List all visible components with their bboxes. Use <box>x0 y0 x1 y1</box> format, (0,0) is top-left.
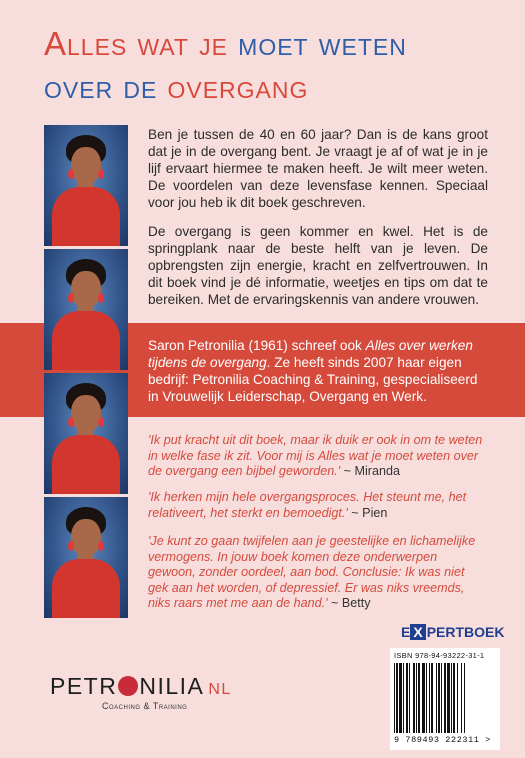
testimonial-quote: 'Ik herken mijn hele overgangsproces. Het steunt me, het relativeert, het sterkt en bemoedigt.' ~ Pien <box>148 490 467 520</box>
testimonial-quote: 'Ik put kracht uit dit boek, maar ik duik er ook in om te weten in welke fase ik zit. Voor mij is Alles wat je moet weten over de overgang een bijbel geworden.' ~ Miranda <box>148 433 483 479</box>
title-part-2: moet weten <box>238 25 407 62</box>
author-photo <box>44 125 128 246</box>
author-photos <box>44 125 128 621</box>
flower-icon <box>118 676 138 696</box>
author-bio: Saron Petronilia (1961) schreef ook Alles over werken tijdens de overgang. Ze heeft sinds 2007 haar eigen bedrijf: Petronilia Coaching & Training, gespecialiseerd in Vrouwelijk Leiderschap, Overgang en Werk. <box>148 338 478 404</box>
testimonial-quote: 'Je kunt zo gaan twijfelen aan je geestelijke en lichamelijke vermogens. In jouw boek komen deze onderwerpen gewoon, zonder oordeel, aan bod. Conclusie: Ik was niet gek aan het worden, of depressief. Er was niks vreemds, niks raars met me aan de hand.' ~ Betty <box>148 534 476 611</box>
barcode-icon <box>394 663 496 733</box>
isbn-barcode <box>390 648 500 750</box>
title-part-4: overgang <box>167 68 309 105</box>
barcode-digits: 9 789493 222311 > <box>394 735 491 745</box>
quote-author: ~ Pien <box>347 505 388 520</box>
author-photo <box>44 249 128 370</box>
intro-paragraph: De overgang is geen kommer en kwel. Het is de springplank naar de beste helft van je leven. De opbrengsten zijn energie, kracht en zelfvertrouwen. In dit boek vind je dé informatie, weetjes en tips om dat te bereiken. Met de ervaringskennis van andere vrouwen. <box>148 224 488 307</box>
author-photo <box>44 497 128 618</box>
logo-subtitle: Coaching & Training <box>102 701 188 711</box>
title-part-1: Alles wat je <box>44 25 239 62</box>
isbn-label: ISBN 978-94-93222-31-1 <box>394 651 485 660</box>
author-photo <box>44 373 128 494</box>
publisher-logo: E X PERT BOEK <box>401 624 505 640</box>
book-title <box>44 22 494 108</box>
title-part-3: over de <box>44 68 168 105</box>
petronilia-logo: PETR NILIA NL Coaching & Training <box>50 673 232 711</box>
intro-paragraph: Ben je tussen de 40 en 60 jaar? Dan is de kans groot dat je in de overgang bent. Je vraagt je af of wat je in je lijf ervaart hiermee te maken heeft. Je wilt meer weten. De voordelen van deze levensfase kennen. Speciaal voor jou heb ik dit boek geschreven. <box>148 127 488 210</box>
quote-author: ~ Miranda <box>340 464 401 479</box>
quote-author: ~ Betty <box>327 596 371 611</box>
